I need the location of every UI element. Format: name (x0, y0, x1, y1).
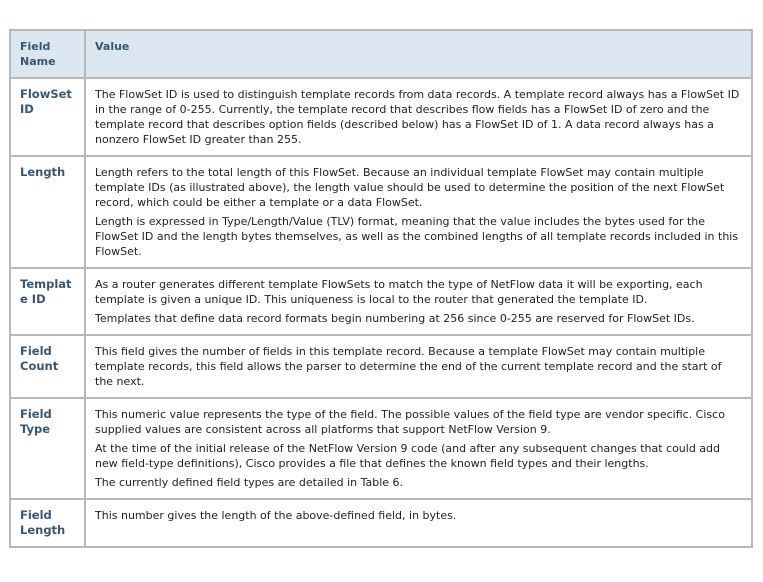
row-field-name: Length (10, 156, 85, 268)
row-value (85, 499, 752, 547)
table-row (10, 78, 752, 156)
row-value (85, 398, 752, 499)
row-field-name: FlowSet ID (10, 78, 85, 156)
row-field-name: Field Count (10, 335, 85, 398)
row-value (85, 156, 752, 268)
row-field-name: Template ID (10, 268, 85, 335)
header-value: Value (85, 30, 752, 78)
row-field-name: Field Type (10, 398, 85, 499)
value-paragraph: As a router generates different template FlowSets to match the type of NetFlow data it will be exporting, each template is given a unique ID. This uniqueness is local to the router that generated the template ID. (95, 278, 703, 306)
header-field-name: Field Name (10, 30, 85, 78)
value-paragraph: At the time of the initial release of the NetFlow Version 9 code (and after any subsequent changes that could add new field-type definitions), Cisco provides a file that defines the known field types and their lengths. (95, 442, 721, 470)
table-header-row (10, 30, 752, 78)
table-row (10, 398, 752, 499)
table-row (10, 499, 752, 547)
row-value (85, 78, 752, 156)
value-paragraph: The currently defined field types are detailed in Table 6. (95, 476, 404, 489)
value-paragraph: Length refers to the total length of this FlowSet. Because an individual template FlowSet may contain multiple template IDs (as illustrated above), the length value should be used to determine the position of the next FlowSet record, which could be either a template or a data FlowSet. (95, 166, 725, 209)
value-paragraph: This numeric value represents the type of the field. The possible values of the field type are vendor specific. Cisco supplied values are consistent across all platforms that support NetFlow Version 9. (95, 408, 725, 436)
row-field-name: Field Length (10, 499, 85, 547)
value-paragraph: Templates that define data record formats begin numbering at 256 since 0-255 are reserved for FlowSet IDs. (95, 312, 695, 325)
row-value (85, 335, 752, 398)
value-paragraph: This number gives the length of the above-defined field, in bytes. (95, 509, 457, 522)
table-row (10, 156, 752, 268)
value-paragraph: Length is expressed in Type/Length/Value (TLV) format, meaning that the value includes the bytes used for the FlowSet ID and the length bytes themselves, as well as the combined lengths of all template records included in this FlowSet. (95, 215, 739, 258)
table-row (10, 335, 752, 398)
table-row (10, 268, 752, 335)
value-paragraph: The FlowSet ID is used to distinguish template records from data records. A template record always has a FlowSet ID in the range of 0-255. Currently, the template record that describes flow fields has a FlowSet ID of zero and the template record that describes option fields (described below) has a FlowSet ID of 1. A data record always has a nonzero FlowSet ID greater than 255. (95, 88, 740, 146)
field-definitions-table (9, 29, 753, 548)
row-value (85, 268, 752, 335)
value-paragraph: This field gives the number of fields in this template record. Because a template FlowSet may contain multiple template records, this field allows the parser to determine the end of the current template record and the start of the next. (95, 345, 722, 388)
